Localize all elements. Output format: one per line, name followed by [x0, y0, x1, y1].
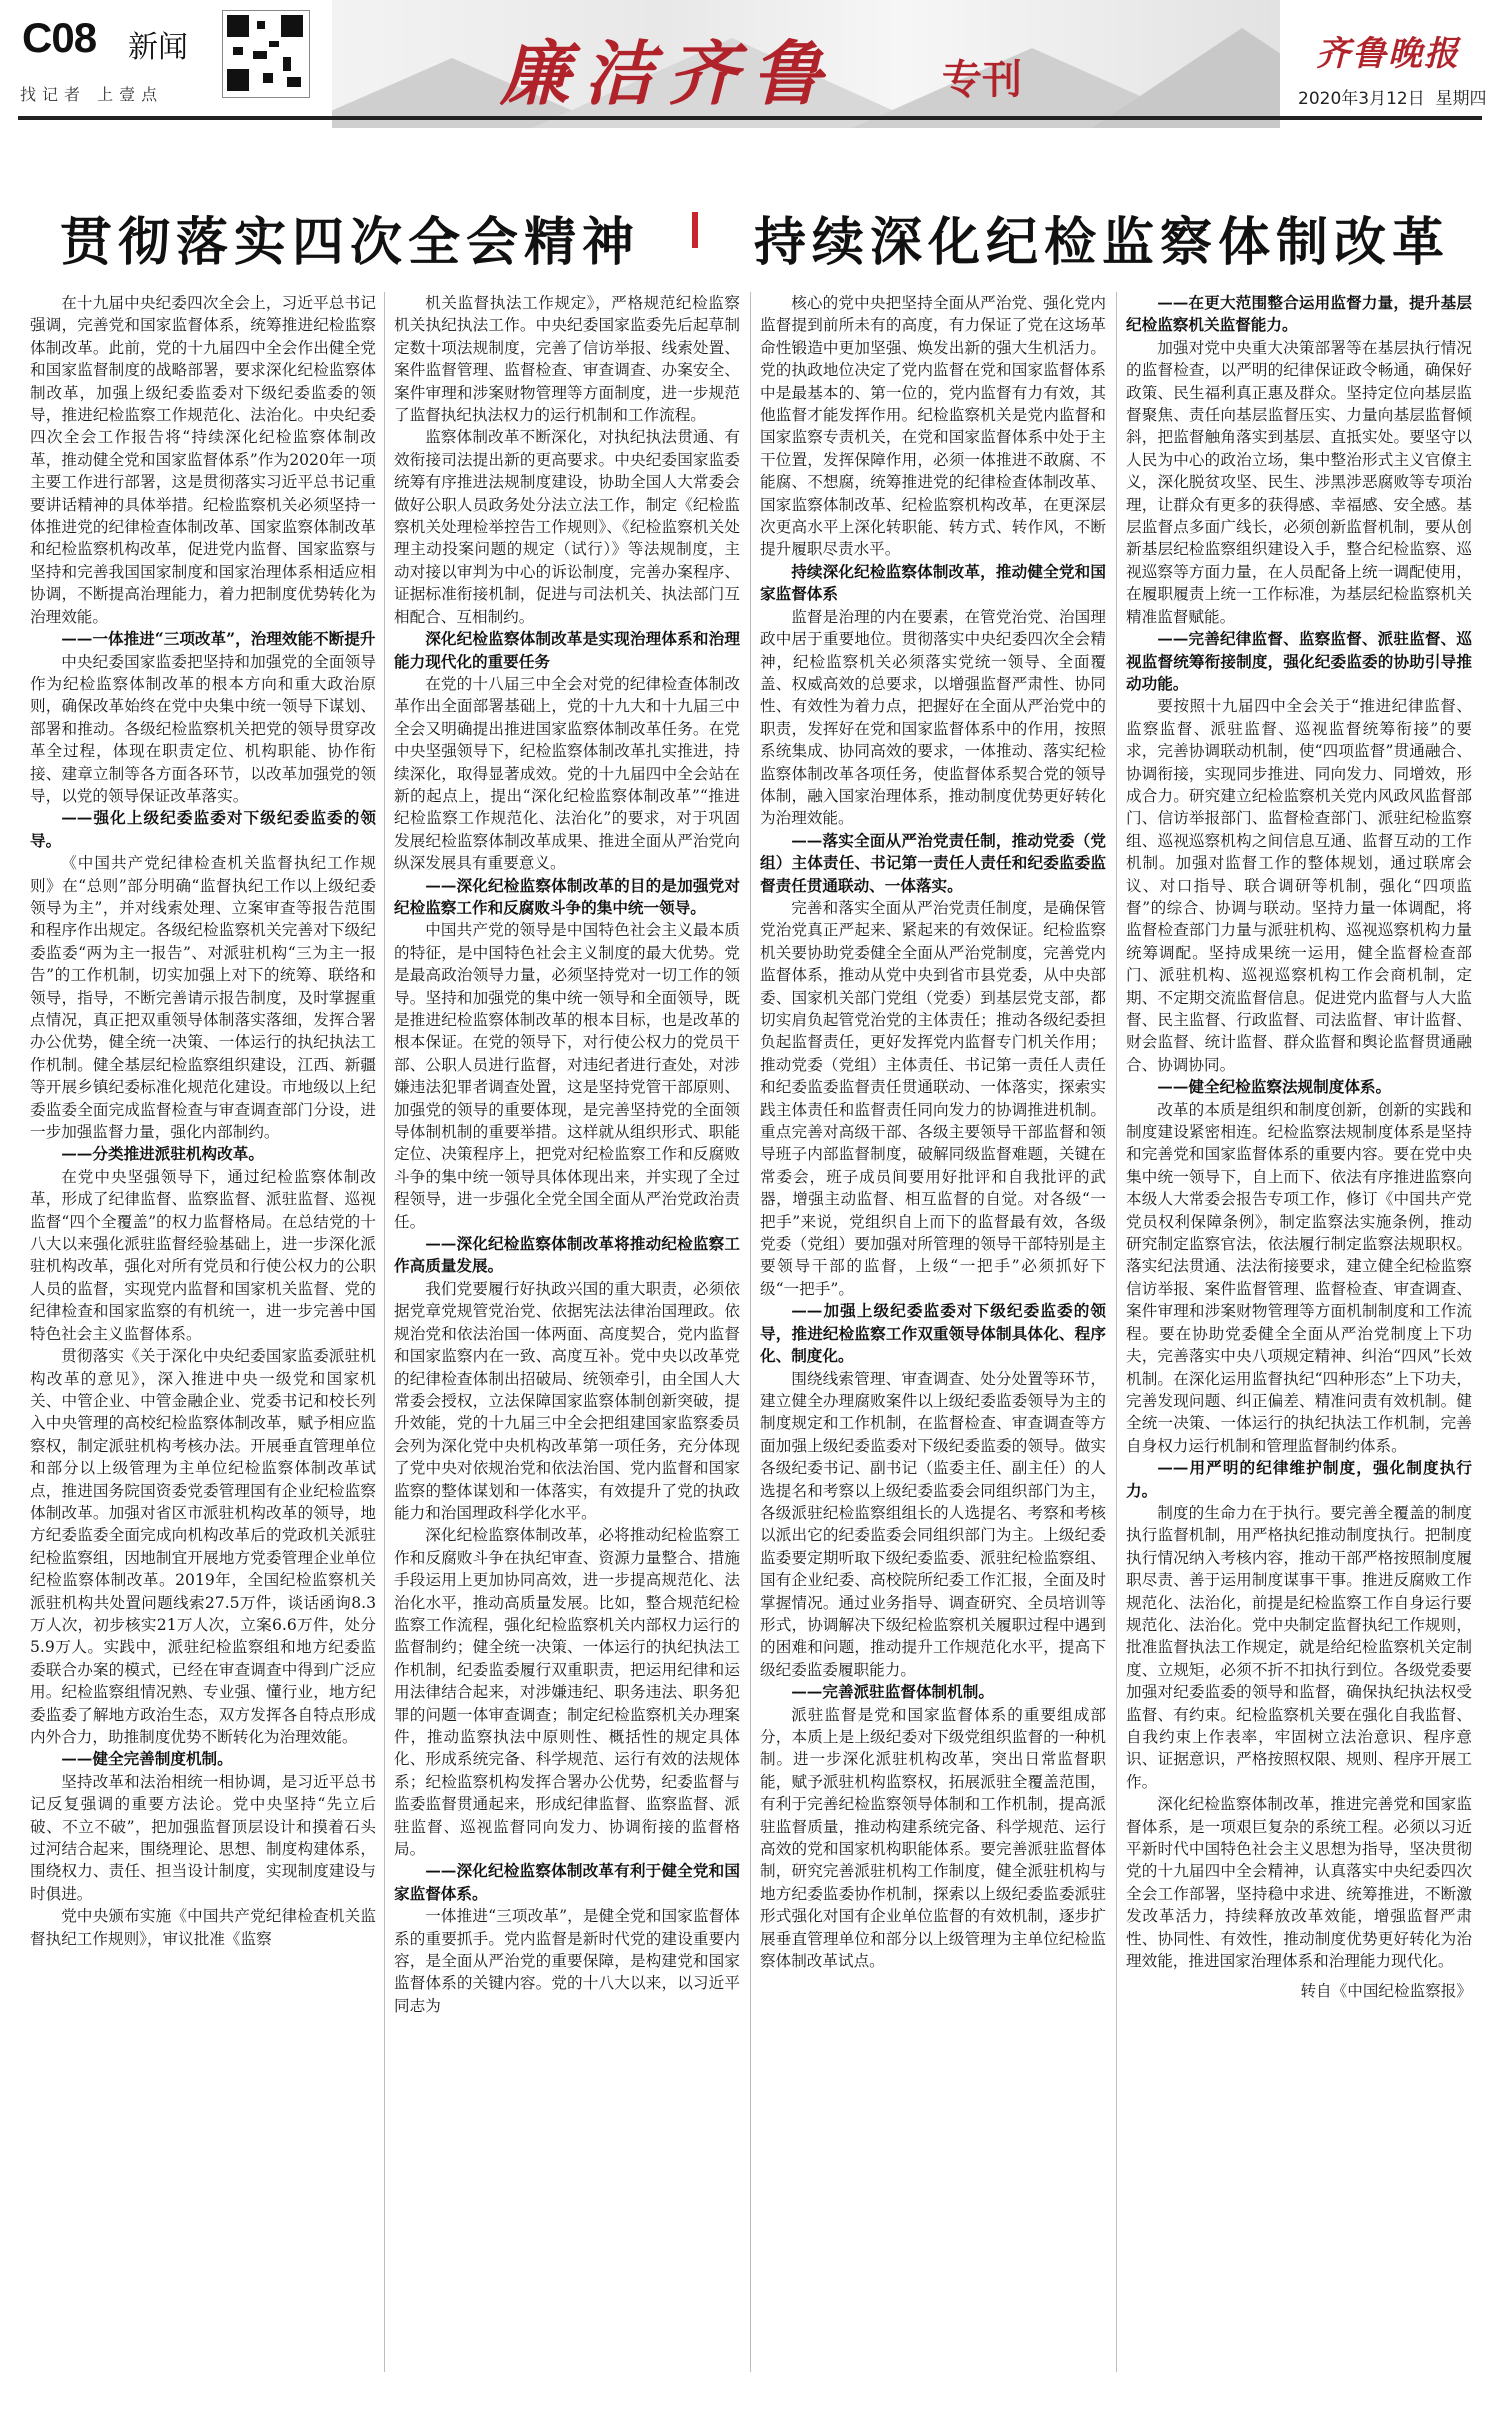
date-text: 2020年3月12日	[1298, 89, 1425, 109]
newspaper-logo: 齐鲁晚报	[1316, 34, 1460, 74]
article-column-4	[1126, 292, 1472, 2372]
paragraph: 监察体制改革不断深化，对执纪执法贯通、有效衔接司法提出新的更高要求。中央纪委国家监委统筹有序推进法规制度建设，协助全国人大常委会做好公职人员政务处分法立法工作，制定《纪检监察机关处理检举控告工作规则》、《纪检监察机关处理主动投案问题的规定（试行）》等法规制度，主动对接以审判为中心的诉讼制度，完善办案程序、证据标准衔接机制，促进与司法机关、执法部门互相配合、互相制约。	[394, 428, 740, 626]
article-column-2	[394, 292, 740, 2372]
paragraph: 要按照十九届四中全会关于“推进纪律监督、监察监督、派驻监督、巡视监督统筹衔接”的要求，完善协调联动机制，使“四项监督”贯通融合、协调衔接，实现同步推进、同向发力、同增效，形成合力。研究建立纪检监察机关党内风政风监督部门、信访举报部门、监督检查部门、派驻纪检监察组、巡视巡察机构之间信息互通、监督互动的工作机制。加强对监督工作的整体规划，通过联席会议、对口指导、联合调研等机制，强化“四项监督”的综合、协调与联动。坚持力量一体调配，将监督检查部门力量与派驻机构、巡视巡察机构力量统筹调配。坚持成果统一运用，健全监督检查部门、派驻机构、巡视巡察机构工作会商机制，定期、不定期交流监督信息。促进党内监督与人大监督、民主监督、行政监督、司法监督、审计监督、财会监督、统计监督、群众监督和舆论监督贯通融合、协调协同。	[1126, 697, 1472, 1074]
section-subheading: ——健全完善制度机制。	[61, 1749, 233, 1769]
section-subheading: ——深化纪检监察体制改革将推动纪检监察工作高质量发展。	[394, 1234, 740, 1276]
paragraph: 贯彻落实《关于深化中央纪委国家监委派驻机构改革的意见》，深入推进中央一级党和国家机关、中管企业、中管金融企业、党委书记和校长列入中央管理的高校纪检监察体制改革，赋予相应监察权，制定派驻机构考核办法。开展垂直管理单位和部分以上级管理为主单位纪检监察体制改革试点，推进国务院国资委党委管理国有企业纪检监察体制改革。加强对省区市派驻机构改革的领导，地方纪委监委全面完成向机构改革后的党政机关派驻纪检监察组，因地制宜开展地方党委管理企业单位纪检监察体制改革。2019年，全国纪检监察机关派驻机构共处置问题线索27.5万件，谈话函询8.3万人次，初步核实21万人次，立案6.6万件，处分5.9万人。实践中，派驻纪检监察组和地方纪委监委联合办案的模式，已经在审查调查中得到广泛应用。纪检监察组情况熟、专业强、懂行业，地方纪委监委了解地方政治生态，双方发挥各自特点形成内外合力，助推制度优势不断转化为治理效能。	[30, 1347, 376, 1746]
paragraph: 在党中央坚强领导下，通过纪检监察体制改革，形成了纪律监督、监察监督、派驻监督、巡视监督“四个全覆盖”的权力监督格局。在总结党的十八大以来强化派驻监督经验基础上，进一步深化派驻机构改革，强化对所有党员和行使公权力的公职人员的监督，实现党内监督和国家机关监督、党的纪律检查和国家监察的有机统一，进一步完善中国特色社会主义监督体系。	[30, 1167, 376, 1343]
paragraph: 制度的生命力在于执行。要完善全覆盖的制度执行监督机制，用严格执纪推动制度执行。把制度执行情况纳入考核内容，推动干部严格按照制度履职尽责、善于运用制度谋事干事。推进反腐败工作规范化、法治化，前提是纪检监察工作自身运行要规范化、法治化。党中央制定监督执纪工作规则，批准监督执法工作规定，就是给纪检监察机关定制度、立规矩，必须不折不扣执行到位。各级党委要加强对纪委监委的领导和监督，确保执纪执法权受监督、有约束。纪检监察机关要在强化自我监督、自我约束上作表率，牢固树立法治意识、程序意识、证据意识，严格按照权限、规则、程序开展工作。	[1126, 1503, 1472, 1791]
paragraph: 完善和落实全面从严治党责任制度，是确保管党治党真正严起来、紧起来的有效保证。纪检监察机关要协助党委健全全面从严治党制度，完善党内监督体系，推动从党中央到省市县党委，从中央部委、国家机关部门党组（党委）到基层党支部，都切实肩负起管党治党的主体责任；推动各级纪委担负起监督责任，更好发挥党内监督专门机关作用；推动党委（党组）主体责任、书记第一责任人责任和纪委监委监督责任贯通联动、一体落实，探索实践主体责任和监督责任同向发力的协调推进机制。重点完善对高级干部、各级主要领导干部监督和领导班子内部监督制度，破解同级监督难题，关键在常委会，班子成员间要用好批评和自我批评的武器，增强主动监督、相互监督的自觉。对各级“一把手”来说，党组织自上而下的监督最有效，各级党委（党组）要加强对所管理的领导干部特别是主要领导干部的监督，上级“一把手”必须抓好下级“一把手”。	[760, 898, 1106, 1298]
issue-date	[1298, 84, 1487, 109]
section-subheading: ——深化纪检监察体制改革的目的是加强党对纪检监察工作和反腐败斗争的集中统一领导。	[394, 875, 740, 917]
headline-left: 贯彻落实四次全会精神	[60, 213, 641, 273]
weekday-text: 星期四	[1435, 89, 1487, 109]
column-divider	[1116, 292, 1117, 2372]
paragraph: 机关监督执法工作规定》，严格规范纪检监察机关执纪执法工作。中央纪委国家监委先后起草制定数十项法规制度，完善了信访举报、线索处置、案件监督管理、监督检查、审查调查、办案安全、案件审理和涉案财物管理等方面制度，进一步规范了监督执纪执法权力的运行机制和工作流程。	[394, 294, 740, 425]
paragraph: 深化纪检监察体制改革，推进完善党和国家监督体系，是一项艰巨复杂的系统工程。必须以习近平新时代中国特色社会主义思想为指导，坚决贯彻党的十九届四中全会精神，认真落实中央纪委四次全会工作部署，坚持稳中求进、统筹推进，不断激发改革活力，持续释放改革效能，增强监督严肃性、协同性、有效性，推动制度优势更好转化为治理效能，推进国家治理体系和治理能力现代化。	[1126, 1795, 1472, 1971]
section-subheading: ——落实全面从严治党责任制，推动党委（党组）主体责任、书记第一责任人责任和纪委监委监督责任贯通联动、一体落实。	[760, 830, 1106, 895]
paragraph: 中国共产党的领导是中国特色社会主义最本质的特征，是中国特色社会主义制度的最大优势。党是最高政治领导力量，必须坚持党对一切工作的领导。坚持和加强党的集中统一领导和全面领导，既是推进纪检监察体制改革的根本目标，也是改革的根本保证。在党的领导下，对行使公权力的党员干部、公职人员进行监督，对违纪者进行查处，对涉嫌违法犯罪者调查处置，这是坚持党管干部原则、加强党的领导的重要体现，是完善坚持党的全面领导体制机制的重要举措。这样就从组织形式、职能定位、决策程序上，把党对纪检监察工作和反腐败斗争的集中统一领导具体体现出来，并实现了全过程领导，进一步强化全党全国全面从严治党政治责任。	[394, 921, 740, 1231]
section-subheading: ——分类推进派驻机构改革。	[61, 1144, 264, 1164]
page-number: C08	[22, 14, 97, 61]
banner-title: 廉洁齐鲁	[500, 32, 836, 115]
page-header	[0, 0, 1500, 165]
paragraph: 核心的党中央把坚持全面从严治党、强化党内监督提到前所未有的高度，有力保证了党在这场革命性锻造中更加坚强、焕发出新的强大生机活力。党的执政地位决定了党内监督在党和国家监督体系中是最基本的、第一位的，党内监督有力有效，其他监督才能发挥作用。纪检监察机关是党内监督和国家监察专责机关，在党和国家监督体系中处于主干位置，发挥保障作用，必须一体推进不敢腐、不能腐、不想腐，统筹推进党的纪律检查体制改革、国家监察体制改革、纪检监察机构改革，在更深层次更高水平上深化转职能、转方式、转作风，不断提升履职尽责水平。	[760, 294, 1106, 559]
paragraph: 在党的十八届三中全会对党的纪律检查体制改革作出全面部署基础上，党的十九大和十九届三中全会又明确提出推进国家监察体制改革任务。在党中央坚强领导下，纪检监察体制改革扎实推进，持续深化，取得显著成效。党的十九届四中全会站在新的起点上，提出“深化纪检监察体制改革”“推进纪检监察工作规范化、法治化”的要求，对于巩固发展纪检监察体制改革成果、推进全面从严治党向纵深发展具有重要意义。	[394, 674, 740, 873]
source-credit: 转自《中国纪检监察报》	[1300, 1982, 1472, 2001]
paragraph: 《中国共产党纪律检查机关监督执纪工作规则》在“总则”部分明确“监督执纪工作以上级纪委领导为主”，并对线索处理、立案审查等报告范围和程序作出规定。各级纪检监察机关完善对下级纪委监委“两为主一报告”、对派驻机构“三为主一报告”的工作机制，切实加强上对下的统筹、联络和领导，指导，不断完善请示报告制度，及时掌握重点情况，真正把双重领导体制落实落细，发挥合署办公优势，健全统一决策、一体运行的执纪执法工作机制。健全基层纪检监察组织建设，江西、新疆等开展乡镇纪委标准化规范化建设。市地级以上纪委监委全面完成监督检查与审查调查部门分设，进一步加强监督力量，强化内部制约。	[30, 854, 376, 1142]
paragraph: 在十九届中央纪委四次全会上，习近平总书记强调，完善党和国家监督体系，统筹推进纪检监察体制改革。此前，党的十九届四中全会作出健全党和国家监督制度的战略部署，要求深化纪检监察体制改革，加强上级纪委监委对下级纪委监委的领导，推进纪检监察工作规范化、法治化。中央纪委四次全会工作报告将“持续深化纪检监察体制改革，推动健全党和国家监督体系”作为2020年一项主要工作进行部署，这是贯彻落实习近平总书记重要讲话精神的具体举措。纪检监察机关必须坚持一体推进党的纪律检查体制改革、国家监察体制改革和纪检监察机构改革，促进党内监督、国家监察与坚持和完善我国国家制度和国家治理体系相适应相协调，不断提高治理能力，着力把制度优势转化为治理效能。	[30, 294, 376, 626]
section-subheading: ——一体推进“三项改革”，治理效能不断提升	[61, 629, 376, 649]
qr-code-icon[interactable]	[222, 10, 310, 98]
section-subheading: ——深化纪检监察体制改革有利于健全党和国家监督体系。	[394, 1861, 740, 1903]
section-subheading: 深化纪检监察体制改革是实现治理体系和治理能力现代化的重要任务	[394, 629, 740, 671]
paragraph: 一体推进“三项改革”，是健全党和国家监督体系的重要抓手。党内监督是新时代党的建设重要内容，是全面从严治党的重要保障，是构建党和国家监督体系的关键内容。党的十八大以来，以习近平同志为	[394, 1907, 740, 2015]
section-subheading: ——在更大范围整合运用监督力量，提升基层纪检监察机关监督能力。	[1126, 293, 1472, 335]
column-divider	[750, 292, 751, 2372]
article-column-1	[30, 292, 376, 2372]
paragraph: 围绕线索管理、审查调查、处分处置等环节，建立健全办理腐败案件以上级纪委监委领导为主的制度规定和工作机制，在监督检查、审查调查等方面加强上级纪委监委对下级纪委监委的领导。做实各级纪委书记、副书记（监委主任、副主任）的人选提名和考察以上级纪委监委会同组织部门为主，各级派驻纪检监察组组长的人选提名、考察和考核以派出它的纪委监委会同组织部门为主。上级纪委监委要定期听取下级纪委监委、派驻纪检监察组、国有企业纪委、高校院所纪委工作汇报，全面及时掌握情况。通过业务指导、调查研究、全员培训等形式，协调解决下级纪检监察机关履职过程中遇到的困难和问题，推动提升工作规范化水平，提高下级纪委监委履职能力。	[760, 1369, 1106, 1679]
paragraph: 党中央颁布实施《中国共产党纪律检查机关监督执纪工作规则》，审议批准《监察	[30, 1907, 376, 1948]
paragraph: 派驻监督是党和国家监督体系的重要组成部分，本质上是上级纪委对下级党组织监督的一种机制。进一步深化派驻机构改革，突出日常监督职能，赋予派驻机构监察权，拓展派驻全覆盖范围，有利于完善纪检监察领导体制和工作机制，提高派驻监督质量，推动构建系统完备、科学规范、运行高效的党和国家机构职能体系。要完善派驻监督体制，研究完善派驻机构工作制度，健全派驻机构与地方纪委监委协作机制，探索以上级纪委监委派驻形式强化对国有企业单位监督的有效机制，逐步扩展垂直管理单位和部分以上级管理为主单位纪检监察体制改革试点。	[760, 1705, 1106, 1971]
section-subheading: ——完善派驻监督体制机制。	[791, 1682, 994, 1702]
paragraph: 中央纪委国家监委把坚持和加强党的全面领导作为纪检监察体制改革的根本方向和重大政治原则，确保改革始终在党中央集中统一领导下谋划、部署和推动。各级纪检监察机关把党的领导贯穿改革全过程，体现在职责定位、机构职能、协作衔接、建章立制等各方面各环节，以改革加强党的领导，以党的领导保证改革落实。	[30, 652, 376, 805]
paragraph: 坚持改革和法治相统一相协调，是习近平总书记反复强调的重要方法论。党中央坚持“先立后破、不立不破”，把加强监督顶层设计和摸着石头过河结合起来，围绕理论、思想、制度构建体系，围绕权力、责任、担当设计制度，实现制度建设与时俱进。	[30, 1772, 376, 1903]
column-divider	[384, 292, 385, 2372]
paragraph: 深化纪检监察体制改革，必将推动纪检监察工作和反腐败斗争在执纪审查、资源力量整合、措施手段运用上更加协同高效，进一步提高规范化、法治化水平，推动高质量发展。比如，整合规范纪检监察工作流程，强化纪检监察机关内部权力运行的监督制约；健全统一决策、一体运行的执纪执法工作机制，纪委监委履行双重职责，把运用纪律和运用法律结合起来，对涉嫌违纪、职务违法、职务犯罪的问题一体审查调查；制定纪检监察机关办理案件，推动监察执法中原则性、概括性的规定具体化、形成系统完备、科学规范、运行有效的法规体系；纪检监察机构发挥合署办公优势，纪委监督与监委监督贯通起来，形成纪律监督、监察监督、派驻监督、巡视监督同向发力、协调衔接的监督格局。	[394, 1526, 740, 1859]
section-subheading: ——加强上级纪委监委对下级纪委监委的领导，推进纪检监察工作双重领导体制具体化、程序化、制度化。	[760, 1301, 1106, 1366]
slogan: 找记者 上壹点	[20, 85, 164, 104]
headline-right: 持续深化纪检监察体制改革	[754, 213, 1451, 273]
section-subheading: 持续深化纪检监察体制改革，推动健全党和国家监督体系	[760, 561, 1106, 604]
paragraph: 我们党要履行好执政兴国的重大职责，必须依据党章党规管党治党、依据宪法法律治国理政。依规治党和依法治国一体两面、高度契合，党内监督和国家监察内在一致、高度互补。党中央以改革党的纪律检查体制出招破局、统领牵引，由全国人大常委会授权，立法保障国家监察体制创新突破，提升效能，党的十九届三中全会把组建国家监察委员会列为深化党中央机构改革第一项任务，充分体现了党中央对依规治党和依法治国、党内监督和国家监察的整体谋划和一体落实，有效提升了党的执政能力和治国理政科学化水平。	[394, 1279, 740, 1522]
section-subheading: ——完善纪律监督、监察监督、派驻监督、巡视监督统筹衔接制度，强化纪委监委的协助引导推动功能。	[1126, 629, 1472, 693]
paragraph: 改革的本质是组织和制度创新，创新的实践和制度建设紧密相连。纪检监察法规制度体系是坚持和完善党和国家监督体系的重要内容。要在党中央集中统一领导下，自上而下、依法有序推进监察向本级人大常委会报告专项工作，修订《中国共产党党员权利保障条例》，制定监察法实施条例，推动研究制定监察官法，依法履行制定监察法规职权。落实纪法贯通、法法衔接要求，建立健全纪检监察信访举报、案件监督管理、监督检查、审查调查、案件审理和涉案财物管理等方面机制制度和工作流程。要在协助党委健全全面从严治党制度上下功夫，完善落实中央八项规定精神、纠治“四风”长效机制。在深化运用监督执纪“四种形态”上下功夫，完善发现问题、纠正偏差、精准问责有效机制。健全统一决策、一体运行的执纪执法工作机制，完善自身权力运行机制和管理监督制约体系。	[1126, 1100, 1472, 1455]
section-subheading: ——健全纪检监察法规制度体系。	[1157, 1077, 1392, 1097]
paragraph: 加强对党中央重大决策部署等在基层执行情况的监督检查，以严明的纪律保证政令畅通，确保好政策、民生福利真正惠及群众。坚持定位向基层监督聚焦、责任向基层监督压实、力量向基层监督倾斜，把监督触角落实到基层、直抵实处。要坚守以人民为中心的政治立场，集中整治形式主义官僚主义，深化脱贫攻坚、民生、涉黑涉恶腐败等专项治理，让群众有更多的获得感、幸福感、安全感。基层监督点多面广线长，必须创新监督机制，要从创新基层纪检监察组织建设入手，整合纪检监察、巡视巡察等方面力量，在人员配备上统一调配使用，在履职履责上统一工作标准，为基层纪检监察机关精准监督赋能。	[1126, 338, 1472, 626]
section-name: 新闻	[128, 30, 188, 65]
section-subheading: ——强化上级纪委监委对下级纪委监委的领导。	[30, 808, 376, 850]
header-rule	[18, 116, 1482, 120]
section-subheading: ——用严明的纪律维护制度，强化制度执行力。	[1126, 1458, 1472, 1500]
headline-divider	[692, 212, 698, 248]
banner	[332, 0, 1280, 128]
headline	[0, 200, 1500, 273]
banner-subtitle: 专刊	[942, 57, 1022, 103]
article-column-3	[760, 292, 1106, 2372]
paragraph: 监督是治理的内在要素，在管党治党、治国理政中居于重要地位。贯彻落实中央纪委四次全会精神，纪检监察机关必须落实党统一领导、全面覆盖、权威高效的总要求，以增强监督严肃性、协同性、有效性为着力点，把握好在全面从严治党中的职责，发挥好在党和国家监督体系中的作用，按照系统集成、协同高效的要求，一体推动、落实纪检监察体制改革各项任务，使监督体系契合党的领导体制，融入国家治理体系，推动制度优势更好转化为治理效能。	[760, 607, 1106, 828]
